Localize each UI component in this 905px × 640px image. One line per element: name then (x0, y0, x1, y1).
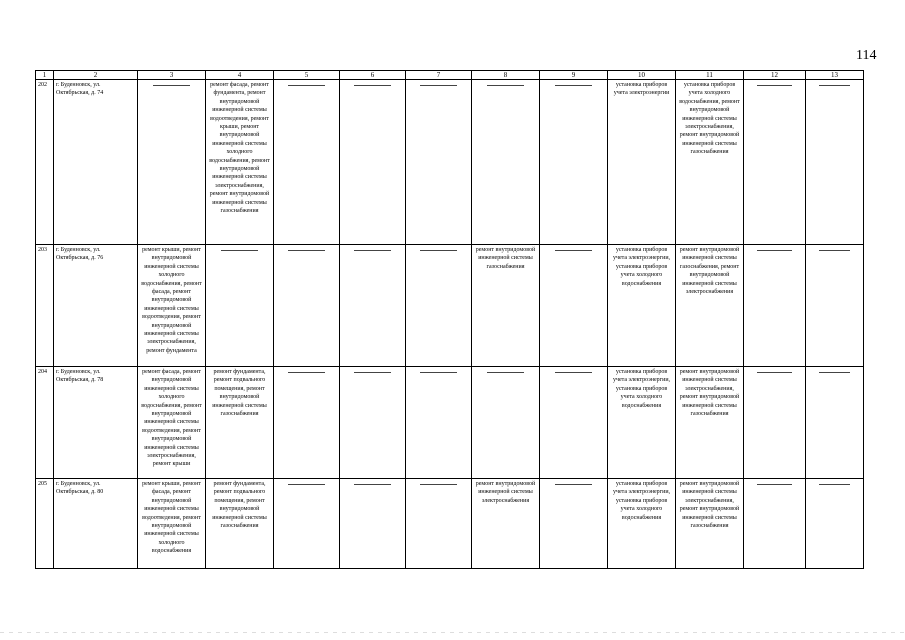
empty-dash (354, 484, 391, 485)
table-row (36, 245, 864, 367)
work-text: ремонт внутридомовой инженерной системы газоснабжения, ремонт внутридомовой инженерной системы электроснабжения (679, 247, 740, 296)
work-cell (472, 80, 540, 245)
work-cell (608, 80, 676, 245)
empty-dash (354, 250, 391, 251)
empty-dash (354, 85, 391, 86)
column-header: 1 (36, 71, 54, 80)
column-header: 3 (138, 71, 206, 80)
work-cell (608, 245, 676, 367)
work-cell (138, 479, 206, 569)
scan-noise-line (0, 632, 905, 633)
repair-schedule-table (35, 70, 864, 569)
work-cell (806, 80, 864, 245)
column-header: 11 (676, 71, 744, 80)
work-text: ремонт фасада, ремонт внутридомовой инженерной системы холодного водоснабжения, ремонт внутридомовой инженерной системы водоотведения, ремонт внутридомовой инженерной системы электроснабжения, ремонт крыши (141, 369, 202, 468)
work-cell (340, 245, 406, 367)
column-header: 4 (206, 71, 274, 80)
work-text: ремонт крыши, ремонт внутридомовой инженерной системы холодного водоснабжения, ремонт фасада, ремонт внутридомовой инженерной системы водоотведения, ремонт внутридомовой инженерной системы электроснабжения, ремонт фундамента (141, 247, 202, 354)
work-cell (406, 245, 472, 367)
work-cell (744, 479, 806, 569)
empty-dash (487, 85, 525, 86)
row-number-cell (36, 245, 54, 367)
row-number-cell (36, 80, 54, 245)
empty-dash (420, 372, 457, 373)
empty-dash (819, 372, 851, 373)
empty-dash (288, 85, 325, 86)
column-header: 10 (608, 71, 676, 80)
work-cell (274, 479, 340, 569)
empty-dash (354, 372, 391, 373)
empty-dash (555, 85, 593, 86)
empty-dash (819, 484, 851, 485)
work-cell (206, 479, 274, 569)
work-cell (206, 245, 274, 367)
work-cell (206, 80, 274, 245)
work-cell (274, 80, 340, 245)
work-cell (676, 367, 744, 479)
empty-dash (757, 250, 791, 251)
work-cell (406, 80, 472, 245)
work-text: ремонт внутридомовой инженерной системы электроснабжения, ремонт внутридомовой инженерной системы газоснабжения (679, 481, 740, 530)
work-cell (540, 367, 608, 479)
table-row (36, 80, 864, 245)
empty-dash (153, 85, 191, 86)
work-cell (138, 367, 206, 479)
work-cell (340, 80, 406, 245)
work-cell (138, 80, 206, 245)
row-number: 204 (38, 369, 47, 375)
empty-dash (819, 85, 851, 86)
work-text: ремонт внутридомовой инженерной системы газоснабжения (475, 247, 536, 270)
work-cell (608, 367, 676, 479)
work-cell (406, 367, 472, 479)
work-text: ремонт фасада, ремонт фундамента, ремонт внутридомовой инженерной системы водоотведения, ремонт крыши, ремонт внутридомовой инженерной системы холодного водоснабжения, ремонт внутридомовой инженерной системы электроснабжения, ремонт внутридомовой инженерной системы газоснабжения (209, 82, 270, 215)
work-text: ремонт крыши, ремонт фасада, ремонт внутридомовой инженерной системы водоотведения, ремонт внутридомовой инженерной системы холодного водоснабжения (142, 481, 201, 555)
work-cell (274, 245, 340, 367)
empty-dash (757, 372, 791, 373)
work-text: ремонт внутридомовой инженерной системы электроснабжения (475, 481, 536, 504)
row-number-cell (36, 367, 54, 479)
empty-dash (757, 85, 791, 86)
row-number: 202 (38, 82, 47, 88)
work-cell (806, 245, 864, 367)
address-text: г. Буденновск, ул. Октябрьская, д. 76 (56, 247, 104, 262)
work-cell (676, 479, 744, 569)
address-text: г. Буденновск, ул. Октябрьская, д. 80 (56, 481, 104, 496)
work-cell (608, 479, 676, 569)
empty-dash (420, 250, 457, 251)
work-cell (472, 245, 540, 367)
work-cell (744, 245, 806, 367)
work-text: ремонт внутридомовой инженерной системы электроснабжения, ремонт внутридомовой инженерной системы газоснабжения (679, 369, 740, 418)
empty-dash (420, 484, 457, 485)
table-row (36, 479, 864, 569)
row-number: 205 (38, 481, 47, 487)
work-text: установка приборов учета холодного водоснабжения, ремонт внутридомовой инженерной системы электроснабжения, ремонт внутридомовой инженерной системы газоснабжения (679, 82, 740, 156)
page-number: 114 (856, 48, 877, 63)
empty-dash (288, 372, 325, 373)
row-number: 203 (38, 247, 47, 253)
column-header: 8 (472, 71, 540, 80)
empty-dash (555, 372, 593, 373)
table-row (36, 367, 864, 479)
column-header: 9 (540, 71, 608, 80)
empty-dash (819, 250, 851, 251)
work-cell (676, 245, 744, 367)
work-cell (744, 80, 806, 245)
empty-dash (420, 85, 457, 86)
empty-dash (288, 250, 325, 251)
work-cell (676, 80, 744, 245)
address-cell (54, 80, 138, 245)
row-number-cell (36, 479, 54, 569)
work-cell (274, 367, 340, 479)
empty-dash (757, 484, 791, 485)
empty-dash (487, 372, 525, 373)
empty-dash (555, 250, 593, 251)
work-cell (406, 479, 472, 569)
work-cell (806, 479, 864, 569)
work-text: установка приборов учета электроэнергии (613, 82, 670, 97)
empty-dash (288, 484, 325, 485)
column-header: 2 (54, 71, 138, 80)
column-header: 12 (744, 71, 806, 80)
column-number-row (36, 71, 864, 80)
column-header: 6 (340, 71, 406, 80)
work-text: ремонт фундамента, ремонт подвального помещения, ремонт внутридомовой инженерной системы газоснабжения (212, 369, 267, 418)
work-cell (472, 367, 540, 479)
work-cell (206, 367, 274, 479)
work-text: установка приборов учета электроэнергии, установка приборов учета холодного водоснабжения (612, 247, 671, 287)
address-text: г. Буденновск, ул. Октябрьская, д. 74 (56, 82, 104, 97)
work-cell (340, 367, 406, 479)
work-cell (472, 479, 540, 569)
work-cell (540, 245, 608, 367)
column-header: 7 (406, 71, 472, 80)
work-text: установка приборов учета электроэнергии, установка приборов учета холодного водоснабжения (612, 481, 671, 521)
address-cell (54, 479, 138, 569)
empty-dash (555, 484, 593, 485)
work-cell (340, 479, 406, 569)
work-text: ремонт фундамента, ремонт подвального помещения, ремонт внутридомовой инженерной системы газоснабжения (212, 481, 267, 530)
empty-dash (221, 250, 259, 251)
work-cell (806, 367, 864, 479)
address-text: г. Буденновск, ул. Октябрьская, д. 78 (56, 369, 104, 384)
column-header: 13 (806, 71, 864, 80)
column-header: 5 (274, 71, 340, 80)
work-cell (138, 245, 206, 367)
work-text: установка приборов учета электроэнергии, установка приборов учета холодного водоснабжения (612, 369, 671, 409)
work-cell (744, 367, 806, 479)
address-cell (54, 367, 138, 479)
work-cell (540, 80, 608, 245)
address-cell (54, 245, 138, 367)
work-cell (540, 479, 608, 569)
